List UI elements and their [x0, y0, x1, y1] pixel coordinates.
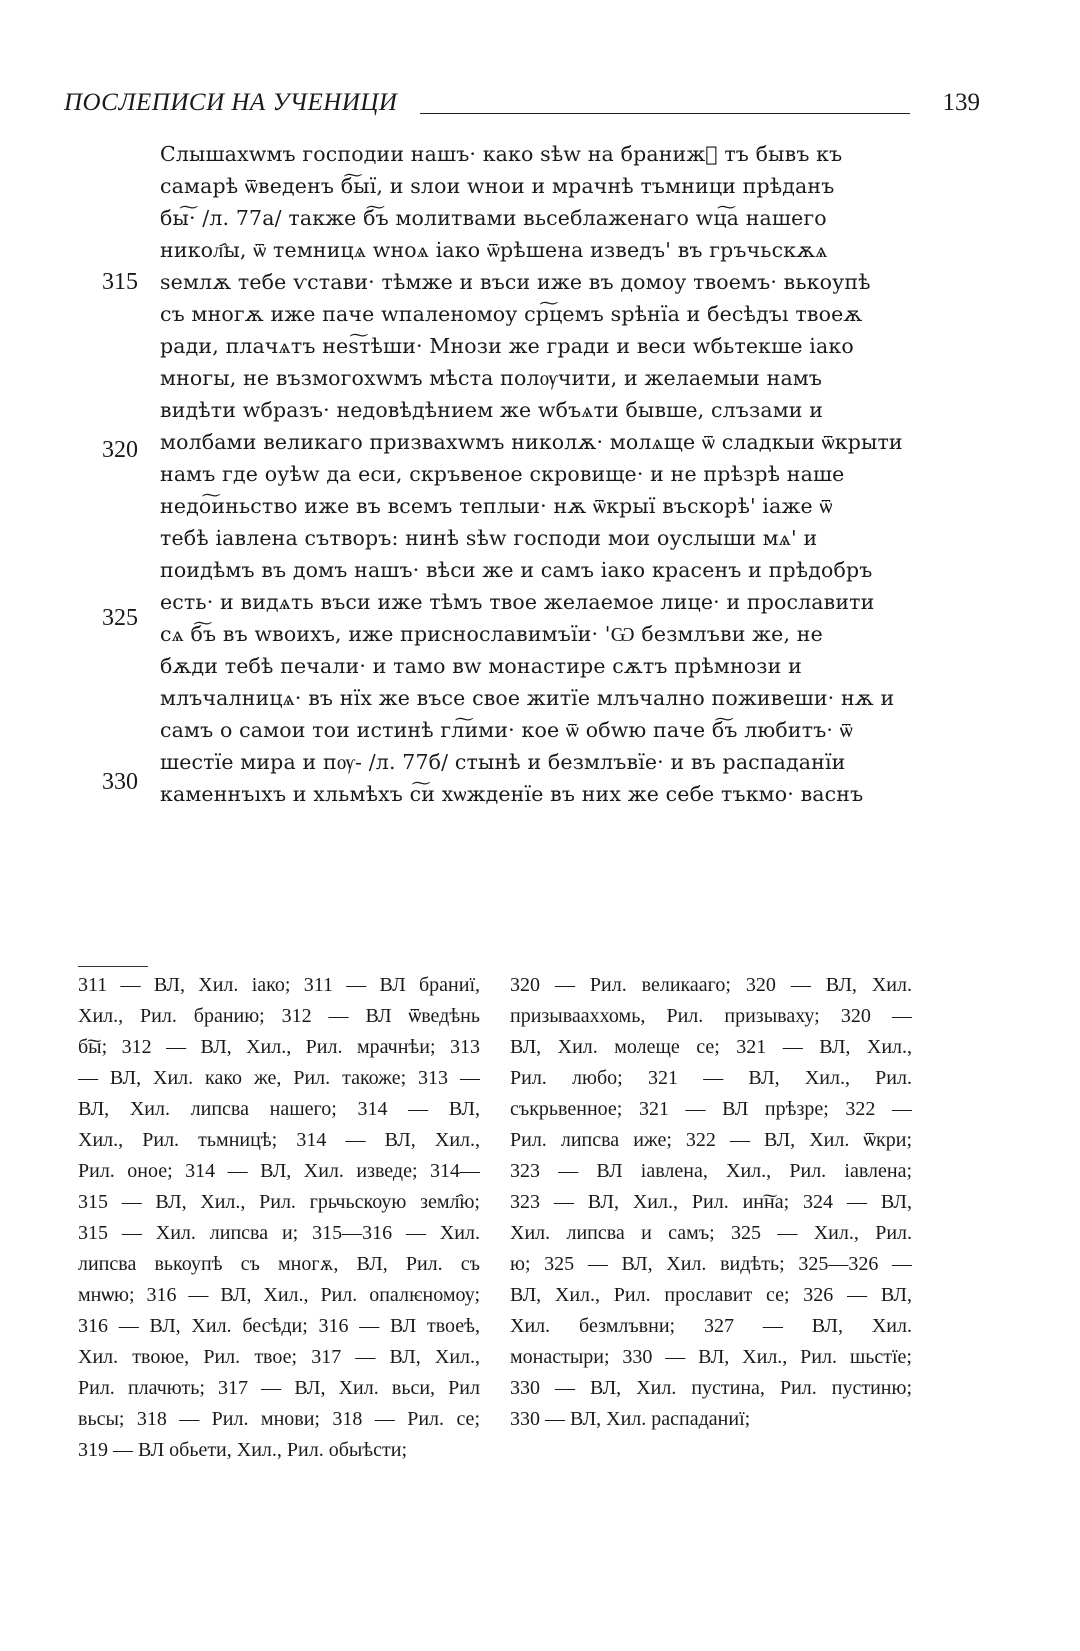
footnote-line: 319 — ВЛ обьети, Хил., Рил. обыѣсти;: [78, 1439, 408, 1461]
text-line: млъчалницѧ· въ нїх же въсе свое житїе млъчално поживеши· нѫ и: [160, 686, 895, 710]
line-number-320: 320: [102, 437, 138, 463]
text-line: намъ где оуѣw да еси, скръвеное скровище· и не прѣзрѣ наше: [160, 462, 845, 486]
text-line: недо͠иньство иже въ всемъ теплыи· нѫ ѿкрыї въскорѣ' іаже ѿ: [160, 494, 833, 518]
text-line: ѕемлѫ тебе ѵстави· тѣмже и въси иже въ домоу твоемъ· вькоупѣ: [160, 270, 871, 294]
footnote-line: мнѡю; 316 — ВЛ, Хил., Рил. опалѥномоу;: [78, 1284, 480, 1306]
footnote-line: 320 — Рил. великааго; 320 — ВЛ, Хил.: [510, 974, 912, 996]
text-line: ради, плачѧтъ неѕ͠тѣши· Мнози же гради и веси wбьтекше іако: [160, 334, 854, 358]
text-line: многы, не възмогохwмъ мѣста полѹчити, и желаемыи намъ: [160, 366, 823, 390]
footnote-line: Рил. липсва иже; 322 — ВЛ, Хил. ѿкри;: [510, 1129, 912, 1151]
text-line: молбами великаго призвахwмъ николѫ· молѧще ѿ сладкыи ѿкрыти: [160, 430, 903, 454]
text-line: самъ о самои тои истинѣ гл͠ими· кое ѿ обwю паче б͠ъ любитъ· ѿ: [160, 718, 853, 742]
text-line: съ многѫ иже паче wпаленомоу ср͠цемъ ѕрѣнїа и бесѣдъı твоеѫ: [160, 302, 863, 326]
footnote-line: Хил. липсва и самъ; 325 — Хил., Рил.: [510, 1222, 912, 1244]
footnote-line: 316 — ВЛ, Хил. бесѣди; 316 — ВЛ твоеѣ,: [78, 1315, 480, 1337]
footnote-line: Рил. плачють; 317 — ВЛ, Хил. вьси, Рил: [78, 1377, 480, 1399]
text-line: бѫди тебѣ печали· и тамо вw монастире сѫтъ прѣмнози и: [160, 654, 802, 678]
footnote-line: Рил. любо; 321 — ВЛ, Хил., Рил.: [510, 1067, 912, 1089]
text-line: каменнъıхъ и хльмѣхъ с͠и хѡжденїе въ них же себе тъкмо· васнъ: [160, 782, 864, 806]
footnote-line: 330 — ВЛ, Хил. распаданиї;: [510, 1408, 751, 1430]
text-line: сѧ б͠ъ въ wвоихъ, иже присноcлавимъїи· 'Ѡ безмлъви же, не: [160, 622, 823, 646]
footnote-line: липсва вькоупѣ съ многѫ, ВЛ, Рил. съ: [78, 1253, 480, 1275]
footnote-line: 315 — ВЛ, Хил., Рил. грьчьскоую земл҄ю;: [78, 1191, 480, 1213]
line-number-330: 330: [102, 769, 138, 795]
footnote-line: Хил. твоюе, Рил. твое; 317 — ВЛ, Хил.,: [78, 1346, 480, 1368]
footnote-line: вьсы; 318 — Рил. мнови; 318 — Рил. се;: [78, 1408, 480, 1430]
footnote-line: 330 — ВЛ, Хил. пустина, Рил. пустиню;: [510, 1377, 912, 1399]
line-number-325: 325: [102, 605, 138, 631]
text-line: Слышахwмъ господии нашъ· како ѕѣw на бранижⷣ тъ бывъ къ: [160, 142, 843, 166]
footnote-line: ВЛ, Хил., Рил. прославит се; 326 — ВЛ,: [510, 1284, 912, 1306]
footnote-line: — ВЛ, Хил. како же, Рил. такоже; 313 —: [78, 1067, 480, 1089]
footnote-line: 311 — ВЛ, Хил. іако; 311 — ВЛ браниї,: [78, 974, 480, 996]
text-line: бы͠· /л. 77а/ также б͠ъ молитвами вьсеблаженаго wц͠а нашего: [160, 206, 827, 230]
running-title: ПОСЛЕПИСИ НА УЧЕНИЦИ: [64, 89, 398, 116]
footnote-line: ю; 325 — ВЛ, Хил. видѣть; 325—326 —: [510, 1253, 912, 1275]
line-number-315: 315: [102, 269, 138, 295]
footnote-line: 323 — ВЛ, Хил., Рил. ин͠на; 324 — ВЛ,: [510, 1191, 912, 1213]
page-number: 139: [942, 89, 980, 116]
footnote-line: Хил., Рил. бранию; 312 — ВЛ ѿведѣнь: [78, 1005, 480, 1027]
text-line: тебѣ іавлена сътворъ: нинѣ ѕѣw господи мои оуслыши мѧ' и: [160, 526, 818, 550]
footnote-line: Рил. оное; 314 — ВЛ, Хил. изведе; 314—: [78, 1160, 480, 1182]
footnote-line: монастыри; 330 — ВЛ, Хил., Рил. шьстїе;: [510, 1346, 912, 1368]
footnote-line: Хил., Рил. тьмницѣ; 314 — ВЛ, Хил.,: [78, 1129, 480, 1151]
footnote-line: призывааххомь, Рил. призываху; 320 —: [510, 1005, 912, 1027]
text-line: шестїе мира и пѹ- /л. 77б/ стынѣ и безмлъвїе· и въ распаданїи: [160, 750, 846, 774]
footnote-line: 323 — ВЛ іавлена, Хил., Рил. іавлена;: [510, 1160, 912, 1182]
text-line: поидѣмъ въ домъ нашъ· вѣси же и самъ іако красенъ и прѣдобръ: [160, 558, 873, 582]
text-line: есть· и видѧть въси иже тѣмъ твое желаемое лице· и прославити: [160, 590, 875, 614]
footnote-line: съкрьвенное; 321 — ВЛ прѣзре; 322 —: [510, 1098, 912, 1120]
text-line: самарѣ ѿведенъ б͠ыї, и ѕлои wнои и мрачнѣ тъмници прѣданъ: [160, 174, 835, 198]
footnote-line: б͠ы; 312 — ВЛ, Хил., Рил. мрачнѣи; 313: [78, 1036, 480, 1058]
footnote-rule: [78, 966, 148, 967]
footnote-line: ВЛ, Хил. молеще се; 321 — ВЛ, Хил.,: [510, 1036, 912, 1058]
footnote-line: 315 — Хил. липсва и; 315—316 — Хил.: [78, 1222, 480, 1244]
footnote-line: Хил. безмлъвни; 327 — ВЛ, Хил.: [510, 1315, 912, 1337]
text-line: видѣти wбразъ· недовѣдѣнием же wбъѧти бывше, слъзами и: [160, 398, 824, 422]
footnote-line: ВЛ, Хил. липсва нашего; 314 — ВЛ,: [78, 1098, 480, 1120]
running-header: [64, 85, 984, 125]
text-line: никол҄ы, ѿ темницѧ wноѧ іако ѿрѣшена изведъ' въ гръчьскѫѧ: [160, 238, 828, 262]
header-rule: [420, 113, 910, 114]
